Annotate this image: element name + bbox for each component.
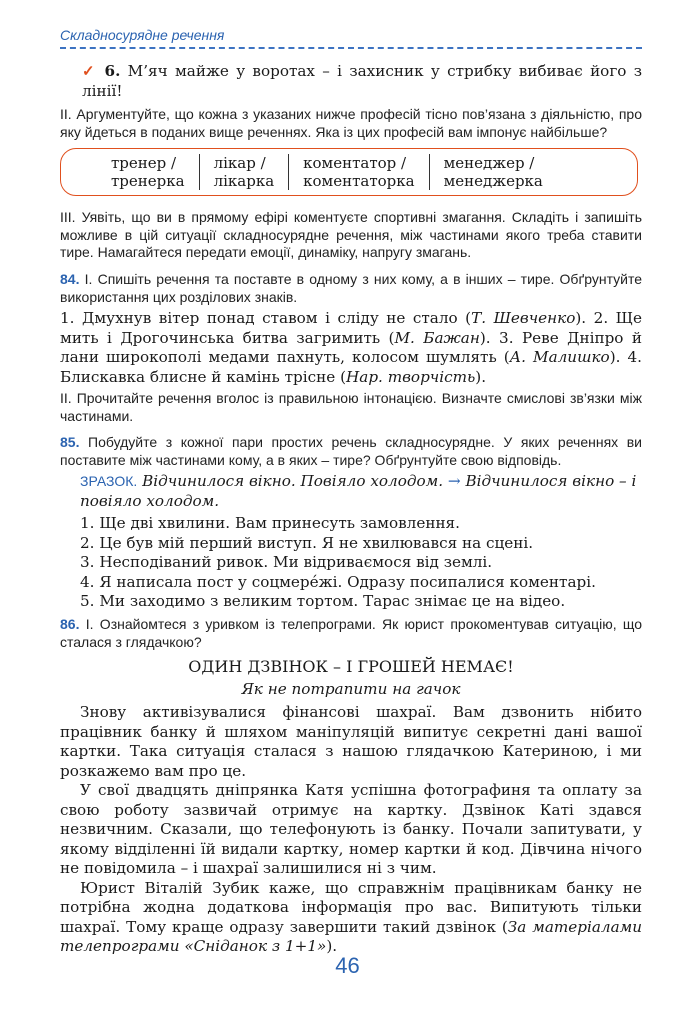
exercise-number: 84. bbox=[60, 271, 80, 287]
page-number: 46 bbox=[335, 953, 360, 978]
exercise-85-task: 85. Побудуйте з кожної пари простих речень складносурядне. У яких реченнях ви поставите між частинами кому, а в яких – тире? Обґрунтуйте свою відповідь. bbox=[60, 434, 642, 468]
paragraph: Юрист Віталій Зубик каже, що справжнім працівникам банку не потрібна жодна додаткова інформація про вас. Випитують тільки шахраї. Тому краще одразу завершити такий дзвінок (За матеріалами телепрограми «Сніданок з 1+1»). bbox=[60, 878, 642, 955]
exercise-84-task: 84. І. Спишіть речення та поставте в одному з них кому, а в інших – тире. Обґрунтуйте використання цих розділових знаків. bbox=[60, 271, 642, 305]
exercise-number: 86. bbox=[60, 616, 80, 632]
paragraph: У свої двадцять дніпрянка Катя успішна фотографиня та оплату за свою роботу зазвичай отримує на картку. Дзвінок Каті здався незвичним. Сказали, що телефонують із банку. Почали запитувати, у якому відділенні їй видали картку, номер картки й код. Дівчина нічого не повідомила – і шахраї залишилися ні з чим. bbox=[60, 781, 642, 877]
exercise-85-sample: ЗРАЗОК. Відчинилося вікно. Повіяло холодом. → Відчинилося вікно – і повіяло холодом. bbox=[80, 472, 637, 510]
task-2-text: II. Аргументуйте, що кожна з указаних нижче професій тісно пов’язана з діяльністю, про яку йдеться в поданих вище реченнях. Яка із цих професій вам імпонує найбільше? bbox=[60, 106, 642, 140]
source-author: Т. Шевченко bbox=[471, 309, 576, 327]
exercise-86-task: 86. І. Ознайомтеся з уривком із телепрограми. Як юрист прокоментував ситуацію, що сталася з глядачкою? bbox=[60, 616, 643, 650]
sample-label: ЗРАЗОК. bbox=[80, 473, 138, 489]
arrow-right-icon: → bbox=[447, 472, 461, 490]
task-3-text: III. Уявіть, що ви в прямому ефірі коментуєте спортивні змагання. Складіть і запишіть можливе в цій ситуації складносурядне речення, між частинами якого треба ставити тире. Намагайтеся передати емоції, динаміку, напругу змагань. bbox=[60, 209, 642, 260]
paragraph: Знову активізувалися фінансові шахраї. Вам дзвонить нібито працівник банку й шляхом маніпуляцій випитує секретні дані вашої картки. Така ситуація сталася з нашою глядачкою Катериною, і ми розкажемо вам про це. bbox=[60, 703, 642, 780]
source-author: М. Бажан bbox=[394, 328, 480, 347]
professions-box bbox=[60, 148, 638, 196]
item-number: 6. bbox=[104, 62, 121, 80]
list-item: 4. Я написала пост у соцмере́жі. Одразу посипалися коментарі. bbox=[80, 572, 596, 591]
source-reference: За матеріалами телепрограми «Сніданок з 1+1» bbox=[60, 917, 642, 955]
article-title: ОДИН ДЗВІНОК – І ГРОШЕЙ НЕМАЄ! bbox=[188, 657, 514, 676]
article-body bbox=[60, 703, 642, 957]
exercise-84-task-2: II. Прочитайте речення вголос із правильною інтонацією. Визначте смислові зв’язки між частинами. bbox=[60, 390, 642, 424]
item-text: М’яч майже у воротах – і захисник у стрибку вибиває його з лінії! bbox=[82, 62, 643, 100]
list-item: 5. Ми заходимо з великим тортом. Тарас знімає це на відео. bbox=[80, 592, 566, 610]
article-subtitle: Як не потрапити на гачок bbox=[241, 680, 461, 698]
profession-item: лікар / лікарка bbox=[199, 154, 289, 190]
list-item: 2. Це був мій перший виступ. Я не хвилювався на сцені. bbox=[80, 533, 534, 552]
exercise-6-item bbox=[60, 62, 642, 101]
source-author: Нар. творчість bbox=[346, 367, 476, 386]
exercise-85-list bbox=[60, 514, 642, 612]
professions-list bbox=[97, 154, 557, 190]
running-header bbox=[60, 27, 642, 49]
profession-item: коментатор / коментаторка bbox=[288, 154, 428, 190]
chapter-title: Складносурядне речення bbox=[60, 27, 225, 43]
profession-item: тренер / тренерка bbox=[111, 154, 185, 190]
header-divider bbox=[60, 47, 642, 49]
list-item: 1. Ще дві хвилини. Вам принесуть замовлення. bbox=[80, 514, 460, 532]
exercise-84-sentences: 1. Дмухнув вітер понад ставом і сліду не стало (Т. Шевченко). 2. Ще мить і Дрогочинська битва загримить (М. Бажан). 3. Реве Дніпро й лани широкополі медами пахнуть, колосом шумлять (А. Малишко). 4. Блискавка блисне й камінь трісне (Нар. творчість). bbox=[60, 309, 643, 386]
source-author: А. Малишко bbox=[509, 348, 610, 366]
exercise-number: 85. bbox=[60, 434, 80, 450]
checkmark-icon: ✓ bbox=[82, 62, 98, 80]
profession-item: менеджер / менеджерка bbox=[429, 154, 557, 190]
list-item: 3. Несподіваний ривок. Ми відриваємося від землі. bbox=[80, 553, 493, 571]
